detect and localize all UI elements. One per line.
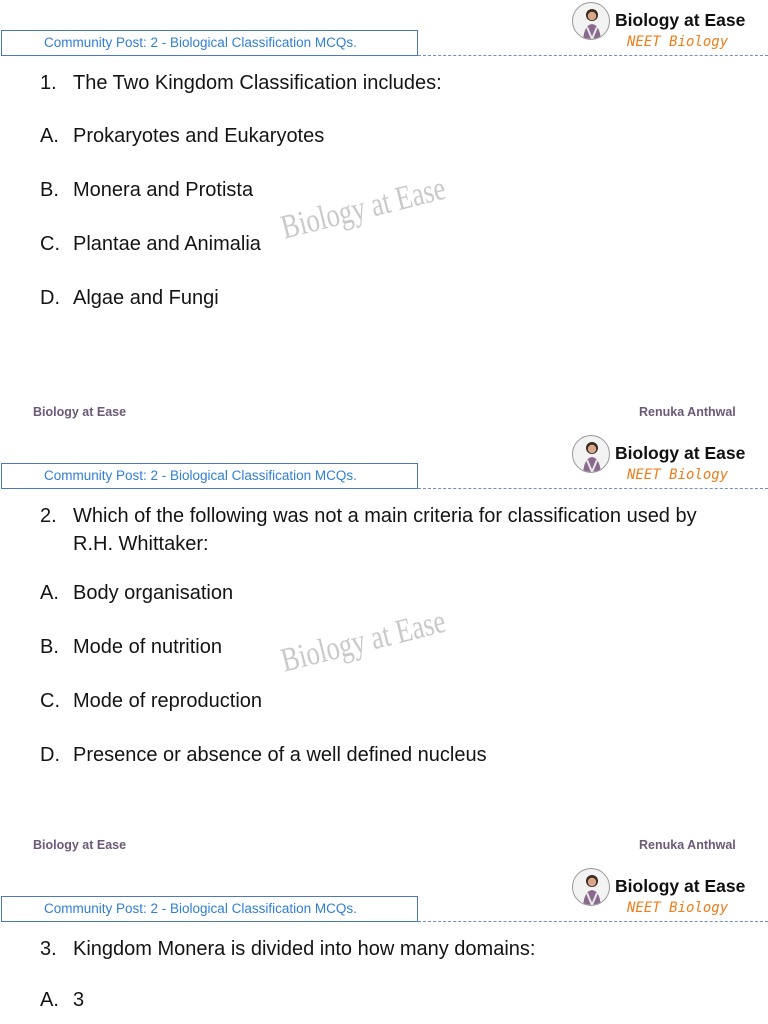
option-a: A. Prokaryotes and Eukaryotes (40, 125, 325, 147)
post-label: Community Post: 2 - Biological Classification MCQs. (1, 30, 418, 56)
footer-right: Renuka Anthwal (639, 838, 736, 852)
author-avatar-icon (572, 2, 610, 40)
option-c: C. Plantae and Animalia (40, 233, 261, 255)
footer-left: Biology at Ease (33, 838, 127, 852)
mcq-slide-2 (0, 433, 768, 866)
post-label: Community Post: 2 - Biological Classification MCQs. (1, 463, 418, 489)
option-a: A. 3 (40, 989, 85, 1011)
mcq-slide-3 (0, 866, 768, 1024)
footer-right: Renuka Anthwal (639, 405, 736, 419)
footer-left: Biology at Ease (33, 405, 127, 419)
option-d: D. Algae and Fungi (40, 287, 219, 309)
question-number: 2. (40, 505, 57, 527)
header-divider (418, 488, 768, 489)
option-d: D. Presence or absence of a well defined nucleus (40, 744, 487, 766)
option-c: C. Mode of reproduction (40, 690, 263, 712)
author-avatar-icon (572, 435, 610, 473)
brand-subtitle: NEET Biology (627, 34, 729, 50)
question-text: Which of the following was not a main criteria for classification used by R.H. Whittaker: (73, 505, 697, 555)
mcq-slide-1 (0, 0, 768, 433)
watermark: Biology at Ease (277, 169, 450, 247)
brand-subtitle: NEET Biology (627, 900, 729, 916)
option-a: A. Body organisation (40, 582, 234, 604)
post-label: Community Post: 2 - Biological Classification MCQs. (1, 896, 418, 922)
question-number: 1. (40, 72, 57, 94)
brand-subtitle: NEET Biology (627, 467, 729, 483)
question-number: 3. (40, 938, 57, 960)
question (40, 69, 740, 97)
question (40, 935, 740, 963)
author-avatar-icon (572, 868, 610, 906)
question (40, 502, 740, 558)
header-divider (418, 921, 768, 922)
brand-title: Biology at Ease (615, 876, 746, 896)
brand-title: Biology at Ease (615, 443, 746, 463)
brand-title: Biology at Ease (615, 10, 746, 30)
question-text: Kingdom Monera is divided into how many domains: (73, 938, 536, 960)
header-divider (418, 55, 768, 56)
question-text: The Two Kingdom Classification includes: (73, 72, 442, 94)
option-b: B. Mode of nutrition (40, 636, 222, 658)
watermark: Biology at Ease (277, 602, 450, 680)
option-b: B. Monera and Protista (40, 179, 254, 201)
